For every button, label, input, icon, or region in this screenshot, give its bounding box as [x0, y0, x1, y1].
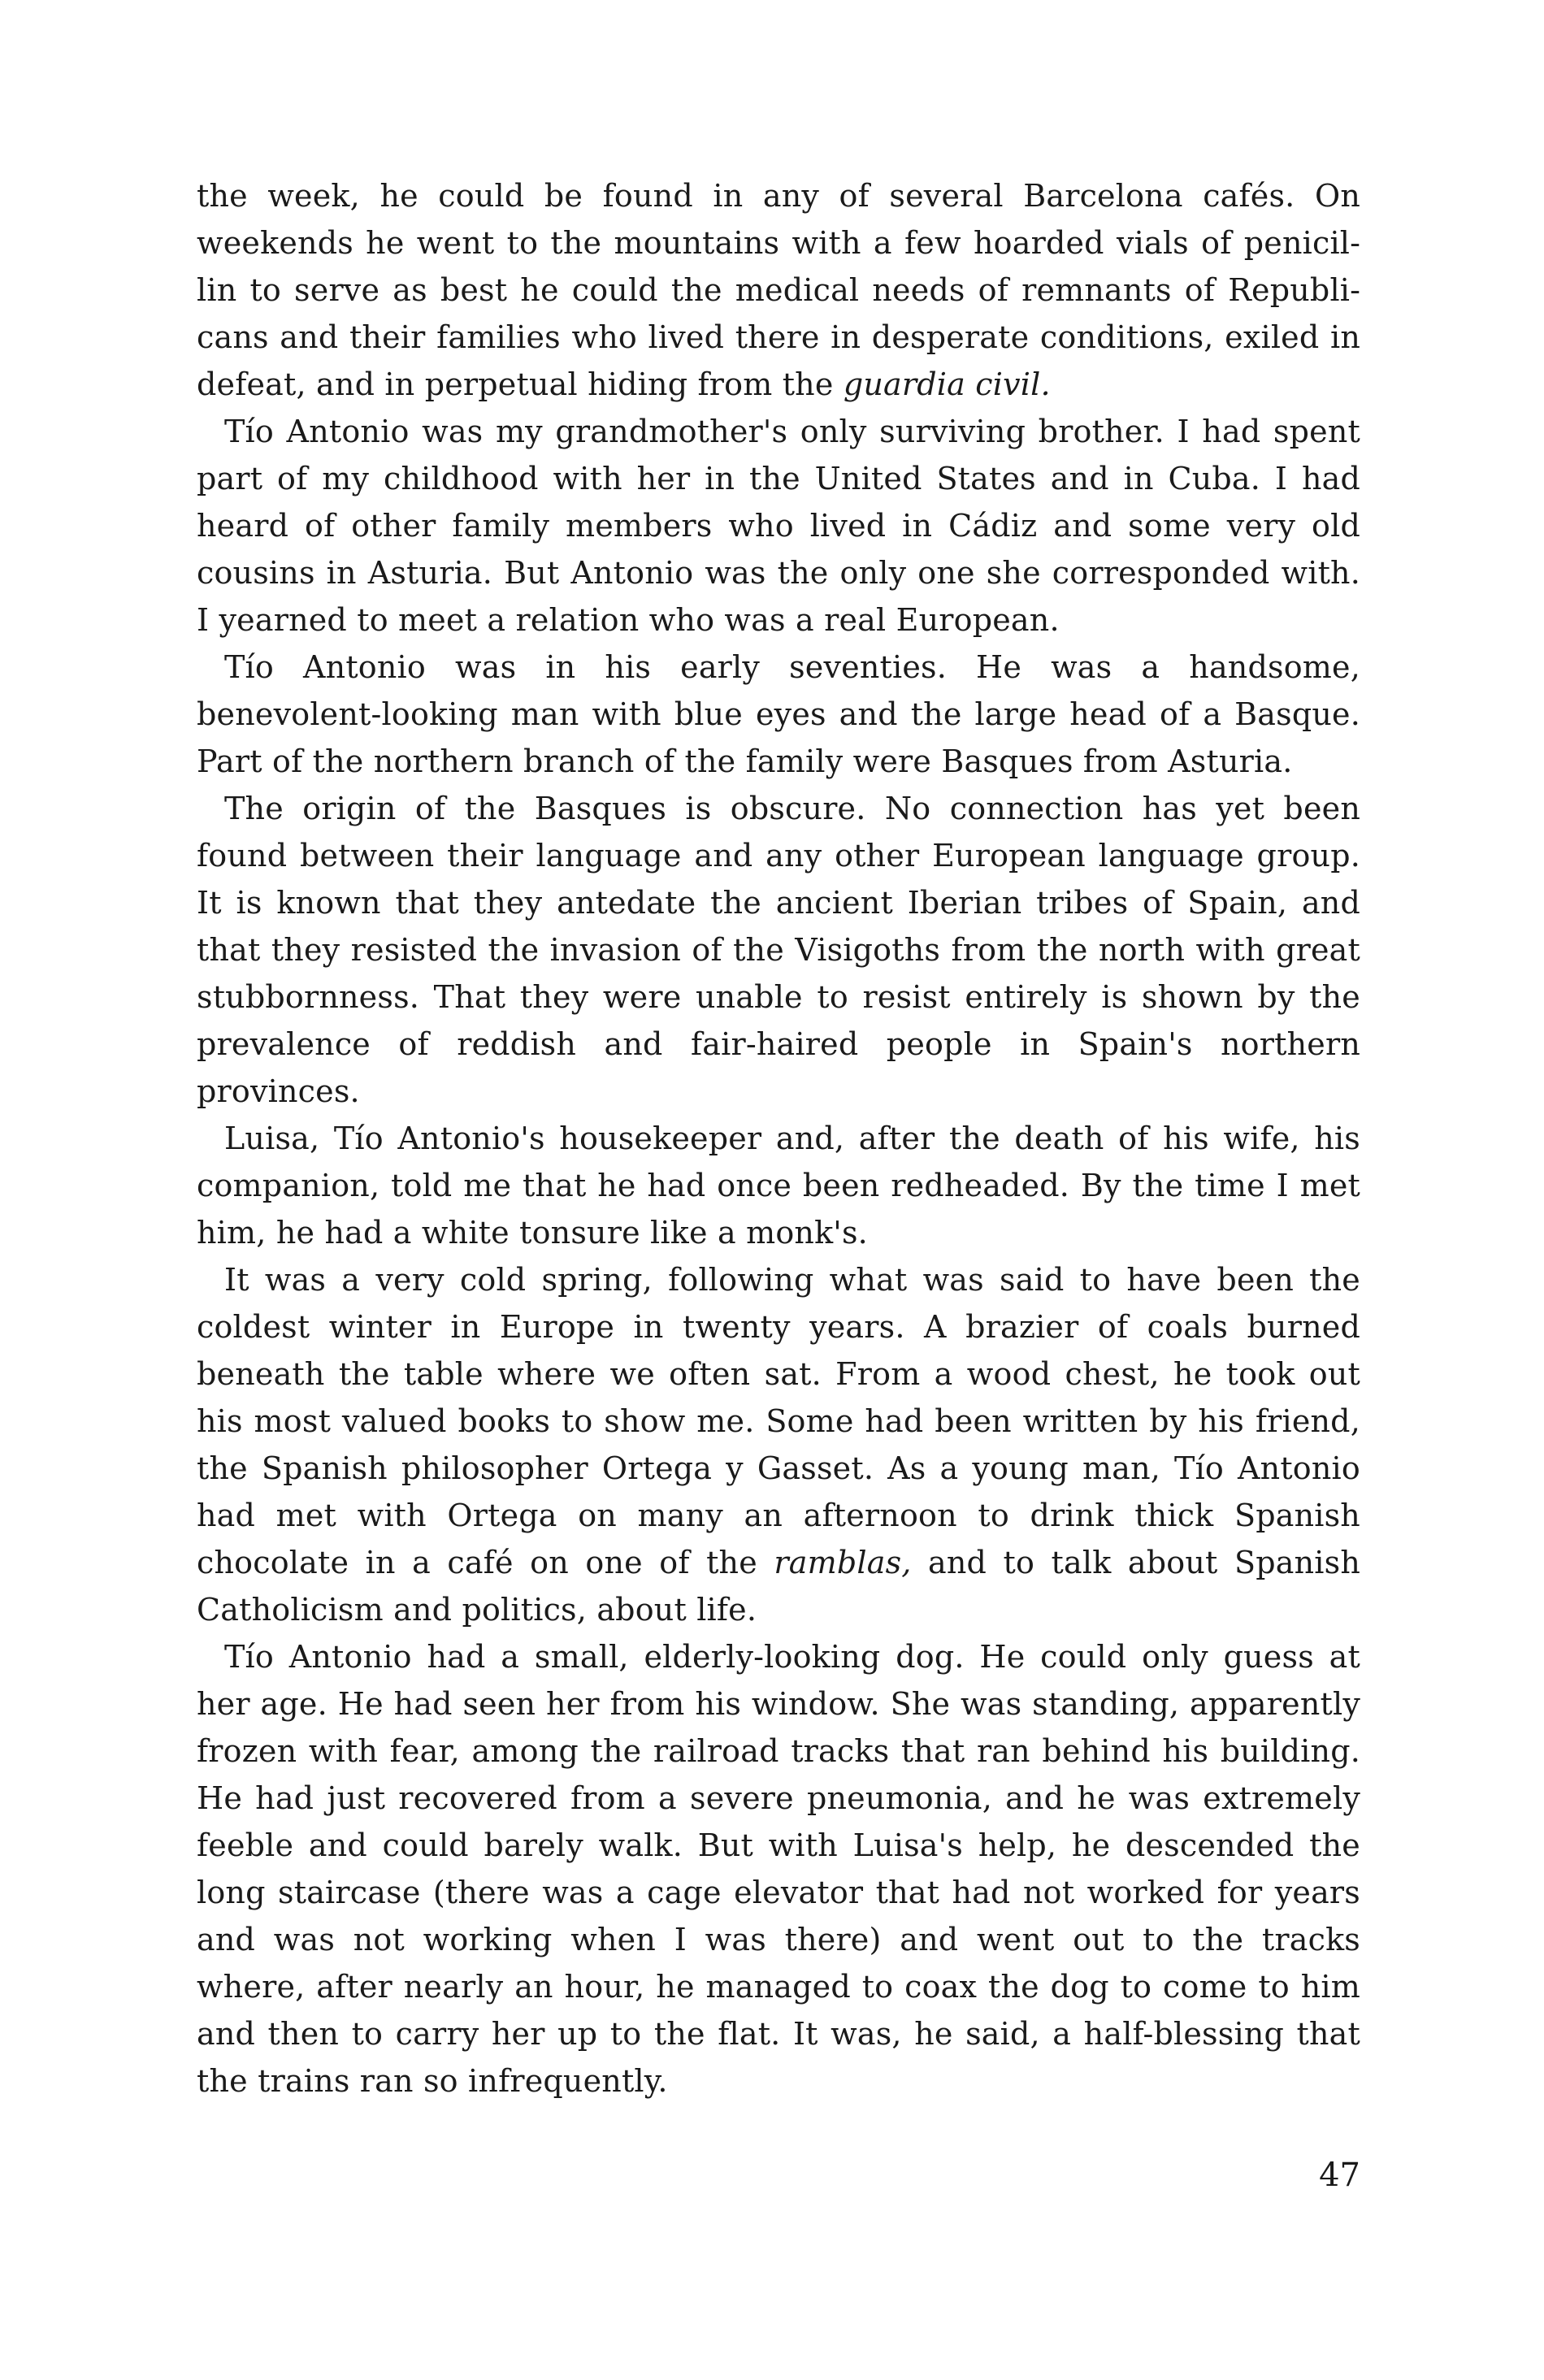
paragraph-6-text-end: and to talk about Spanish Catholicism and politics, about life. — [197, 1545, 1360, 1628]
paragraph-1 — [197, 172, 1360, 408]
page-number: 47 — [1319, 2157, 1360, 2194]
paragraph-4 — [197, 785, 1360, 1115]
paragraph-6-italic-term: ramblas, — [774, 1545, 912, 1580]
paragraph-4-text: The origin of the Basques is obscure. No connection has yet been found between their language and any other European language group. It is known that they antedate the ancient Iberian tribes of Spain, and that they resisted the invasion of the Visigoths from the north with great stubbornness. That they were unable to resist entirely is shown by the prevalence of reddish and fair-haired people in Spain's northern provinces. — [197, 791, 1360, 1109]
paragraph-1-italic-term: guardia civil. — [843, 366, 1051, 402]
paragraph-3-text: Tío Antonio was in his early seventies. He was a handsome, benevolent-looking man with blue eyes and the large head of a Basque. Part of the northern branch of the family were Basques from Asturia. — [197, 649, 1360, 779]
paragraph-3 — [197, 644, 1360, 785]
paragraph-5 — [197, 1115, 1360, 1256]
paragraph-6 — [197, 1256, 1360, 1633]
paragraph-1-text: the week, he could be found in any of several Barcelona cafés. On weekends he went to the mountains with a few hoarded vials of penicillin to serve as best he could the medical needs of remnants of Republicans and their families who lived there in desperate conditions, exiled in defeat, and in perpetual hiding from the — [197, 178, 1360, 402]
body-text — [197, 172, 1360, 2105]
paragraph-7-text: Tío Antonio had a small, elderly-looking dog. He could only guess at her age. He had seen her from his window. She was standing, apparently frozen with fear, among the railroad tracks that ran behind his building. He had just recovered from a severe pneumonia, and he was extremely feeble and could barely walk. But with Luisa's help, he descended the long staircase (there was a cage elevator that had not worked for years and was not working when I was there) and went out to the tracks where, after nearly an hour, he managed to coax the dog to come to him and then to carry her up to the flat. It was, he said, a half-blessing that the trains ran so infrequently. — [197, 1639, 1360, 2099]
paragraph-6-text-start: It was a very cold spring, following what was said to have been the coldest winter in Europe in twenty years. A brazier of coals burned beneath the table where we often sat. From a wood chest, he took out his most valued books to show me. Some had been written by his friend, the Spanish philosopher Ortega y Gasset. As a young man, Tío Antonio had met with Ortega on many an afternoon to drink thick Spanish chocolate in a café on one of the — [197, 1262, 1360, 1580]
paragraph-7 — [197, 1633, 1360, 2105]
paragraph-2-text: Tío Antonio was my grandmother's only surviving brother. I had spent part of my childhood with her in the United States and in Cuba. I had heard of other family members who lived in Cádiz and some very old cousins in Asturia. But Antonio was the only one she corresponded with. I yearned to meet a relation who was a real European. — [197, 414, 1360, 638]
paragraph-5-text: Luisa, Tío Antonio's housekeeper and, after the death of his wife, his companion, told me that he had once been redheaded. By the time I met him, he had a white tonsure like a monk's. — [197, 1121, 1360, 1251]
paragraph-2 — [197, 408, 1360, 644]
